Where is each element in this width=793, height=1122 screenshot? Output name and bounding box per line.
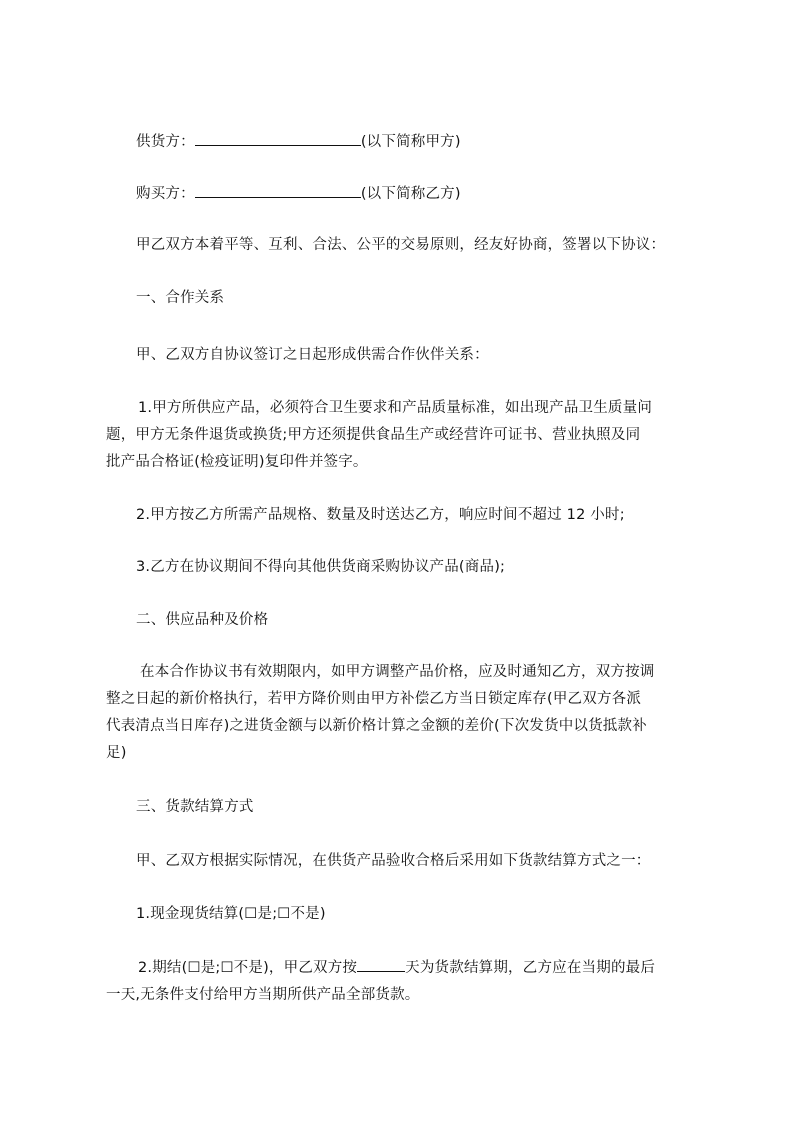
section1-lead: 甲、乙双方自协议签订之日起形成供需合作伙伴关系： (136, 347, 489, 363)
section3-item2-part-b: 天为货款结算期，乙方应在当期的最后 (405, 960, 656, 976)
section1-item1-line1: 1.甲方所供应产品，必须符合卫生要求和产品质量标准，如出现产品卫生质量问 (138, 400, 653, 416)
settlement-days-blank[interactable] (357, 957, 405, 972)
section2-para-line4: 足) (106, 745, 127, 761)
section2-title: 二、供应品种及价格 (136, 612, 269, 628)
section2-para-line2: 整之日起的新价格执行，若甲方降价则由甲方补偿乙方当日锁定库存(甲乙双方各派 (106, 691, 642, 707)
section1-item2: 2.甲方按乙方所需产品规格、数量及时送达乙方，响应时间不超过 12 小时; (136, 507, 625, 523)
section1-title: 一、合作关系 (136, 290, 225, 306)
section1-item3: 3.乙方在协议期间不得向其他供货商采购协议产品(商品); (136, 559, 506, 575)
buyer-line (136, 183, 461, 204)
section2-para-line3: 代表清点当日库存)之进货金额与以新价格计算之金额的差价(下次发货中以货抵款补 (106, 718, 647, 734)
section3-lead: 甲、乙双方根据实际情况，在供货产品验收合格后采用如下货款结算方式之一： (136, 853, 651, 869)
supplier-name-blank[interactable] (195, 131, 361, 146)
buyer-suffix: (以下简称乙方) (360, 186, 461, 202)
intro-paragraph: 甲乙双方本着平等、互利、合法、公平的交易原则，经友好协商，签署以下协议： (136, 237, 666, 253)
section2-para-line1: 在本合作协议书有效期限内，如甲方调整产品价格，应及时通知乙方，双方按调 (140, 664, 655, 680)
section3-item2-line2: 一天,无条件支付给甲方当期所供产品全部货款。 (106, 987, 420, 1003)
section1-item1-line3: 批产品合格证(检疫证明)复印件并签字。 (106, 454, 368, 470)
section3-item1: 1.现金现货结算(☐是;☐不是) (136, 906, 326, 922)
section3-item2-line1 (138, 957, 655, 978)
supplier-label: 供货方： (136, 134, 195, 150)
buyer-name-blank[interactable] (195, 183, 361, 198)
supplier-line (136, 131, 461, 152)
supplier-suffix: (以下简称甲方) (360, 134, 461, 150)
section1-item1-line2: 题，甲方无条件退货或换货;甲方还须提供食品生产或经营许可证书、营业执照及同 (106, 427, 641, 443)
section3-title: 三、货款结算方式 (136, 799, 254, 815)
buyer-label: 购买方： (136, 186, 195, 202)
section3-item2-part-a: 2.期结(☐是;☐不是)，甲乙双方按 (138, 960, 358, 976)
